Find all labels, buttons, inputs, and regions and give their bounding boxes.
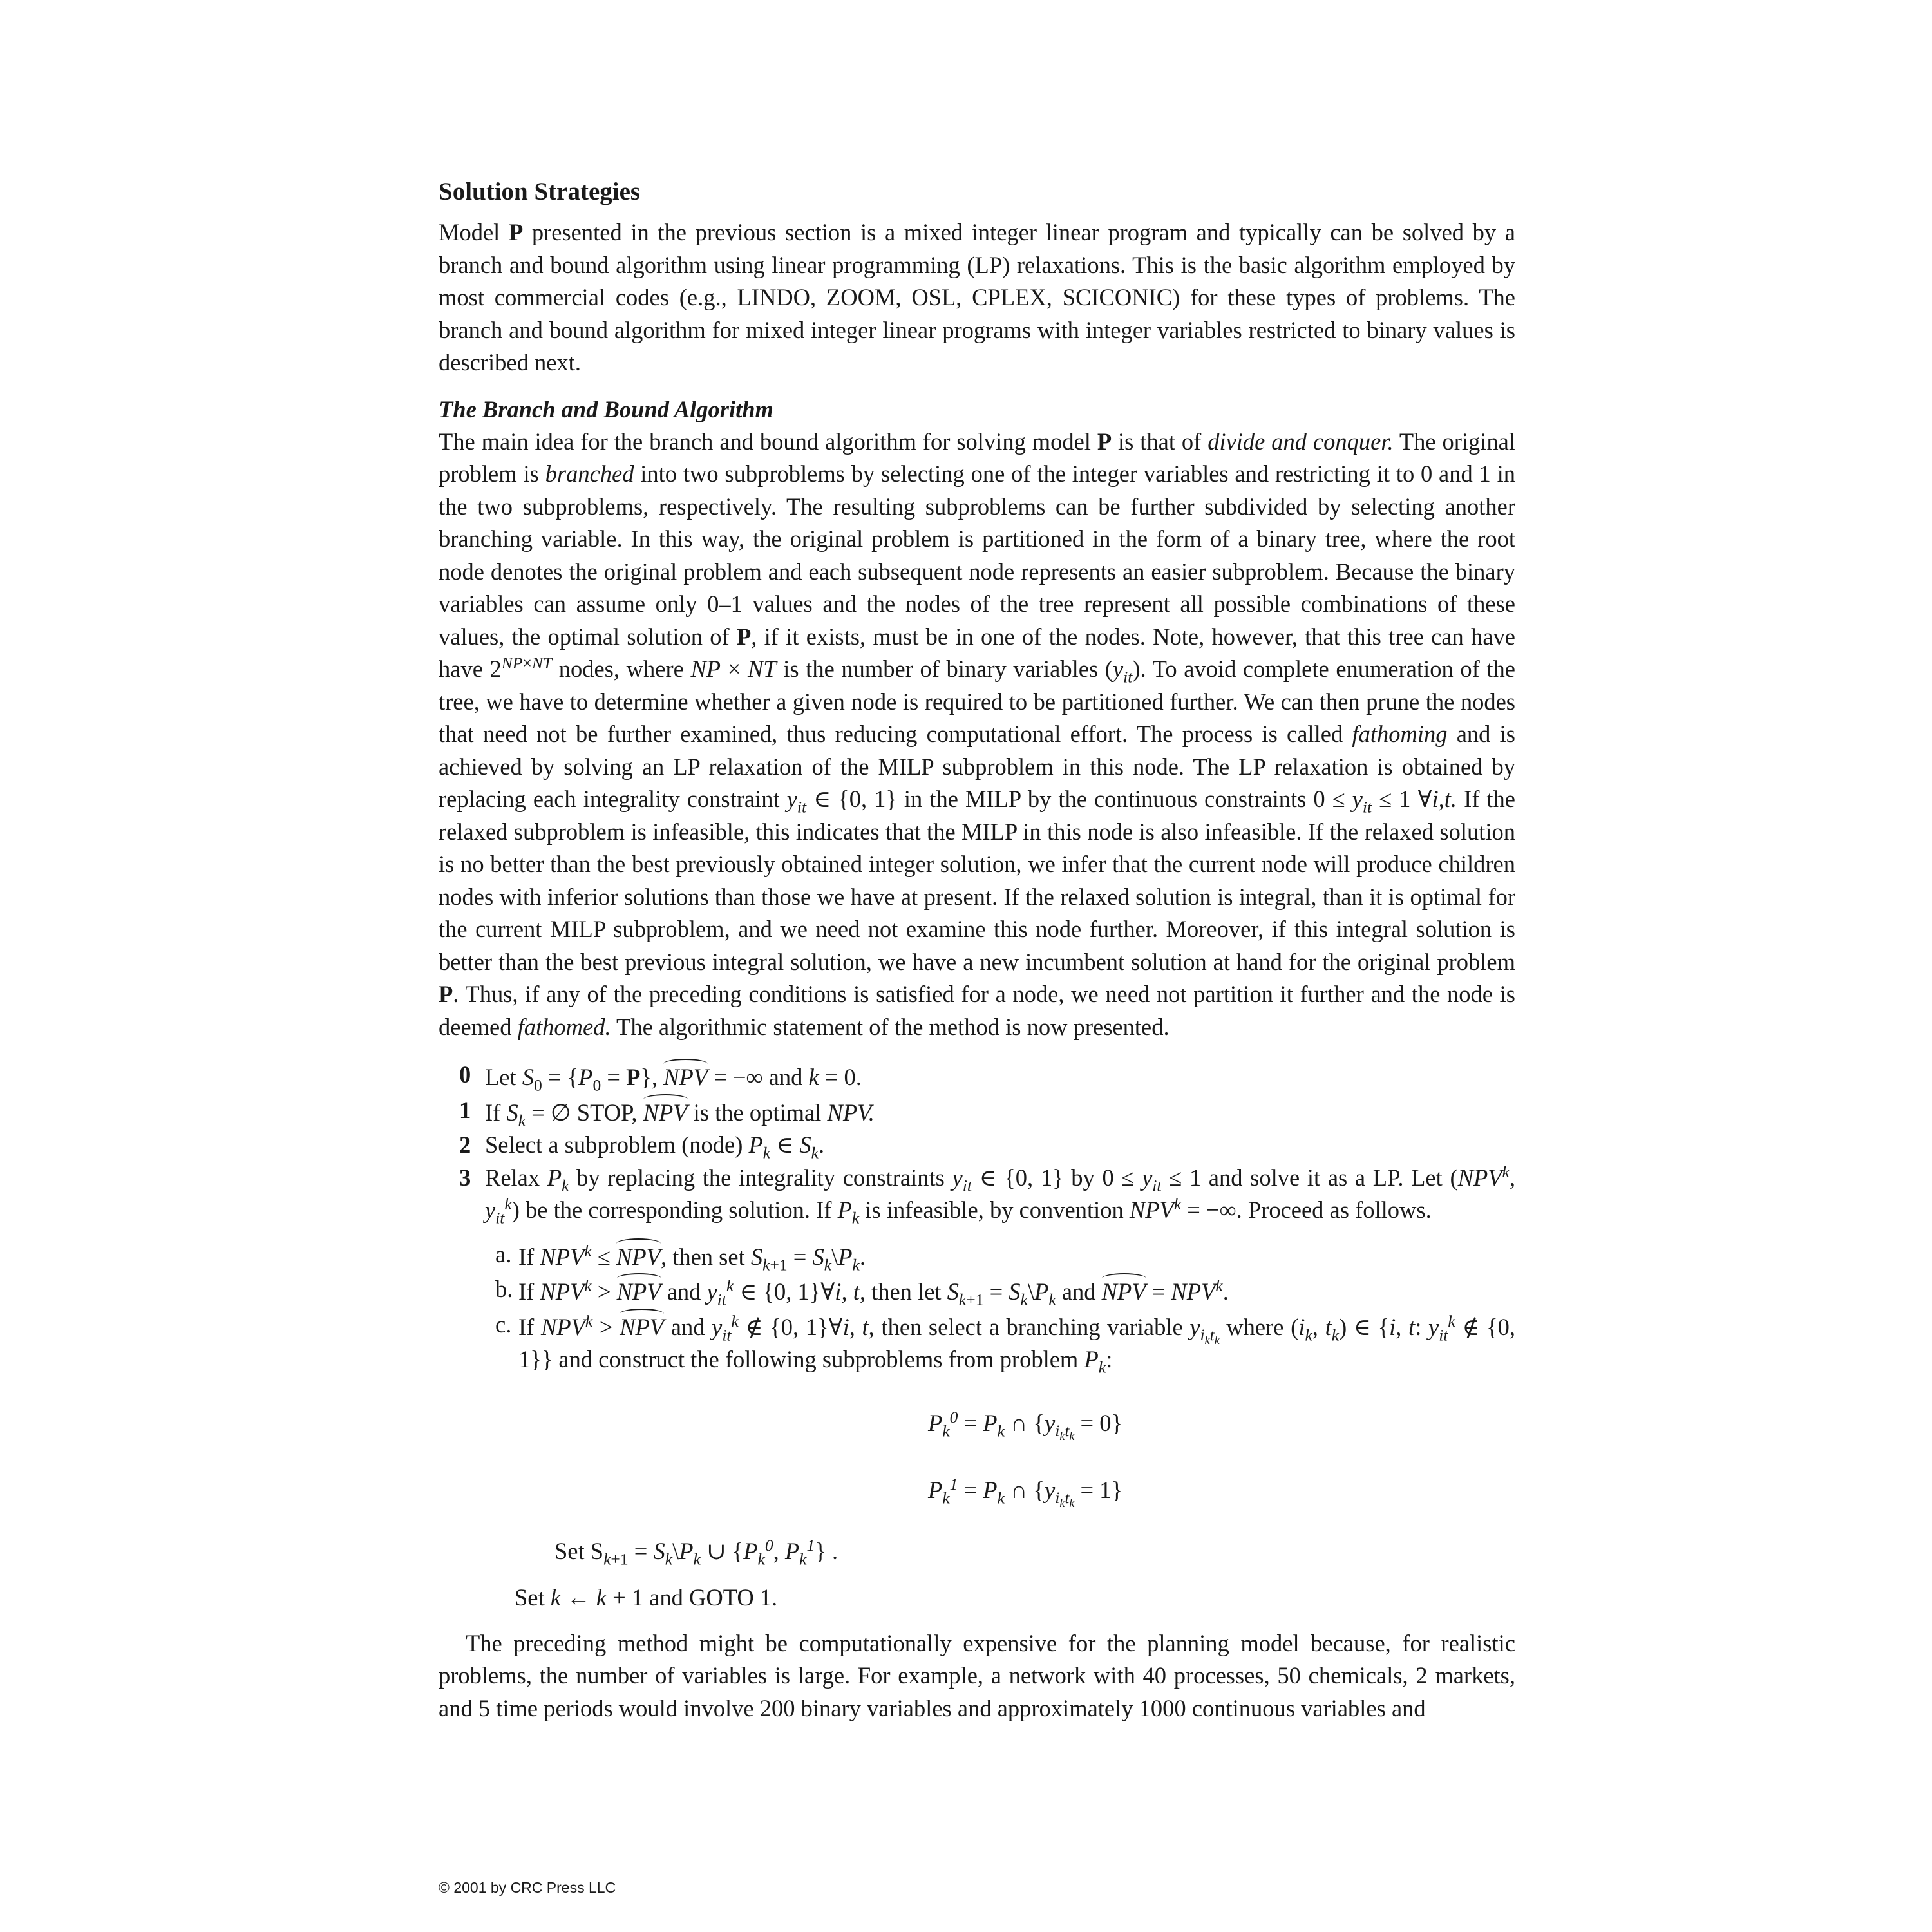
set-update-line: Set $S_{k+1}$ = $S_k\backslash P_k$ ∪ {$P_k^0$, $P_k^1$} .	[554, 1535, 838, 1568]
page-content	[439, 174, 1515, 1725]
step-number: 0	[459, 1061, 471, 1088]
step-text: Relax $P_k$ by replacing the integrality constraints $y_{it}$ ∈ {0, 1} by $0 \le y_{it} \le 1$ and solve it as a LP. Let (NPV$^k$, $y_{it}^k$) be the corresponding solution. If $P_k$ is infeasible, by convention $NPV^k$ = −∞. Proceed as follows.	[485, 1162, 1516, 1227]
equation-p0: $P_k^0 = P_k$ ∩ $\{y_{i_kt_k} = 0\}$	[928, 1407, 1122, 1443]
step-number: 2	[459, 1132, 471, 1158]
step-1	[459, 1094, 1515, 1130]
case-c	[495, 1309, 1515, 1376]
closing-paragraph: The preceding method might be computationally expensive for the planning model because, for realistic problems, the number of variables is large. For example, a network with 40 processes, 50 chemicals, 2 markets, and 5 time periods would involve 200 binary variables and approximately 1000 continuous variables and	[439, 1629, 1515, 1721]
equation-p1: $P_k^1 = P_k$ ∩ $\{y_{i_kt_k} = 1\}$	[928, 1474, 1122, 1510]
step-text: If $S_k$ = ∅ STOP, NPV is the optimal NPV.	[485, 1094, 1515, 1130]
step-3	[459, 1162, 1515, 1227]
algorithm-steps	[459, 1059, 1515, 1227]
step-number: 3	[459, 1164, 471, 1191]
case-text: If $NPV^k$ > NPV and $y_{it}^k$ ∈ {0, 1}∀i, t, then let $S_{k+1}$ = $S_k\backslash P_k$ and NPV = $NPV^k$.	[518, 1273, 1515, 1309]
step-number: 1	[459, 1096, 471, 1123]
copyright-footer: © 2001 by CRC Press LLC	[439, 1879, 616, 1896]
case-b	[495, 1273, 1515, 1309]
step-text: Let $S_0 = \{P_0 = P\}$, NPV = −∞ and k = 0.	[485, 1059, 1515, 1094]
case-a	[495, 1238, 1515, 1274]
step-text: Select a subproblem (node) $P_k$ ∈ $S_k$.	[485, 1132, 825, 1162]
case-label: c.	[495, 1311, 512, 1338]
section-heading: Solution Strategies	[439, 178, 641, 205]
subsection-heading: The Branch and Bound Algorithm	[439, 395, 773, 422]
intro-paragraph: Model P presented in the previous section is a mixed integer linear program and typically can be solved by a branch and bound algorithm using linear programming (LP) relaxations. This is the basic algorithm employed by most commercial codes (e.g., LINDO, ZOOM, OSL, CPLEX, SCICONIC) for these types of problems. The branch and bound algorithm for mixed integer linear programs with integer variables restricted to binary values is described next.	[439, 219, 1515, 375]
increment-line: Set k ← k + 1 and GOTO 1.	[515, 1584, 778, 1611]
algorithm-description: The main idea for the branch and bound algorithm for solving model P is that of divide and conquer. The original problem is branched into two subproblems by selecting one of the integer variables and restricting it to 0 and 1 in the two subproblems, respectively. The resulting subproblems can be further subdivided by selecting another branching variable. In this way, the original problem is partitioned in the form of a binary tree, where the root node denotes the original problem and each subsequent node represents an easier subproblem. Because the binary variables can assume only 0–1 values and the nodes of the tree represent all possible combinations of these values, the optimal solution of P, if it exists, must be in one of the nodes. Note, however, that this tree can have have $2^{NP\times NT}$ nodes, where NP × NT is the number of binary variables $(y_{it})$. To avoid complete enumeration of the tree, we have to determine whether a given node is required to be partitioned further. We can then prune the nodes that need not be further examined, thus reducing computational effort. The process is called fathoming and is achieved by solving an LP relaxation of the MILP subproblem in this node. The LP relaxation is obtained by replacing each integrality constraint $y_{it}$ ∈ {0, 1} in the MILP by the continuous constraints $0 \le y_{it} \le 1$ ∀i,t. If the relaxed subproblem is infeasible, this indicates that the MILP in this node is also infeasible. If the relaxed solution is no better than the best previously obtained integer solution, we infer that the current node will produce children nodes with inferior solutions than those we have at present. If the relaxed solution is integral, than it is optimal for the current MILP subproblem, and we need not examine this node further. Moreover, if this integral solution is better than the best previous integral solution, we have a new incumbent solution at hand for the original problem P. Thus, if any of the preceding conditions is satisfied for a node, we need not partition it further and the node is deemed fathomed. The algorithmic statement of the method is now presented.	[439, 428, 1516, 1040]
case-text: If $NPV^k$ > NPV and $y_{it}^k$ ∉ {0, 1}∀i, t, then select a branching variable $y_{i_kt_k}$ where ($i_k$, $t_k$) ∈ {i, t: $y_{it}^k$ ∉ {0, 1}} and construct the following subproblems from problem $P_k$:	[518, 1309, 1515, 1376]
case-text: If $NPV^k$ ≤ NPV, then set $S_{k+1}$ = $S_k\backslash P_k$.	[518, 1238, 1515, 1274]
step-2	[459, 1129, 1515, 1162]
case-label: b.	[495, 1276, 513, 1302]
step-3-cases	[495, 1238, 1515, 1376]
step-0	[459, 1059, 1515, 1094]
case-label: a.	[495, 1240, 512, 1267]
